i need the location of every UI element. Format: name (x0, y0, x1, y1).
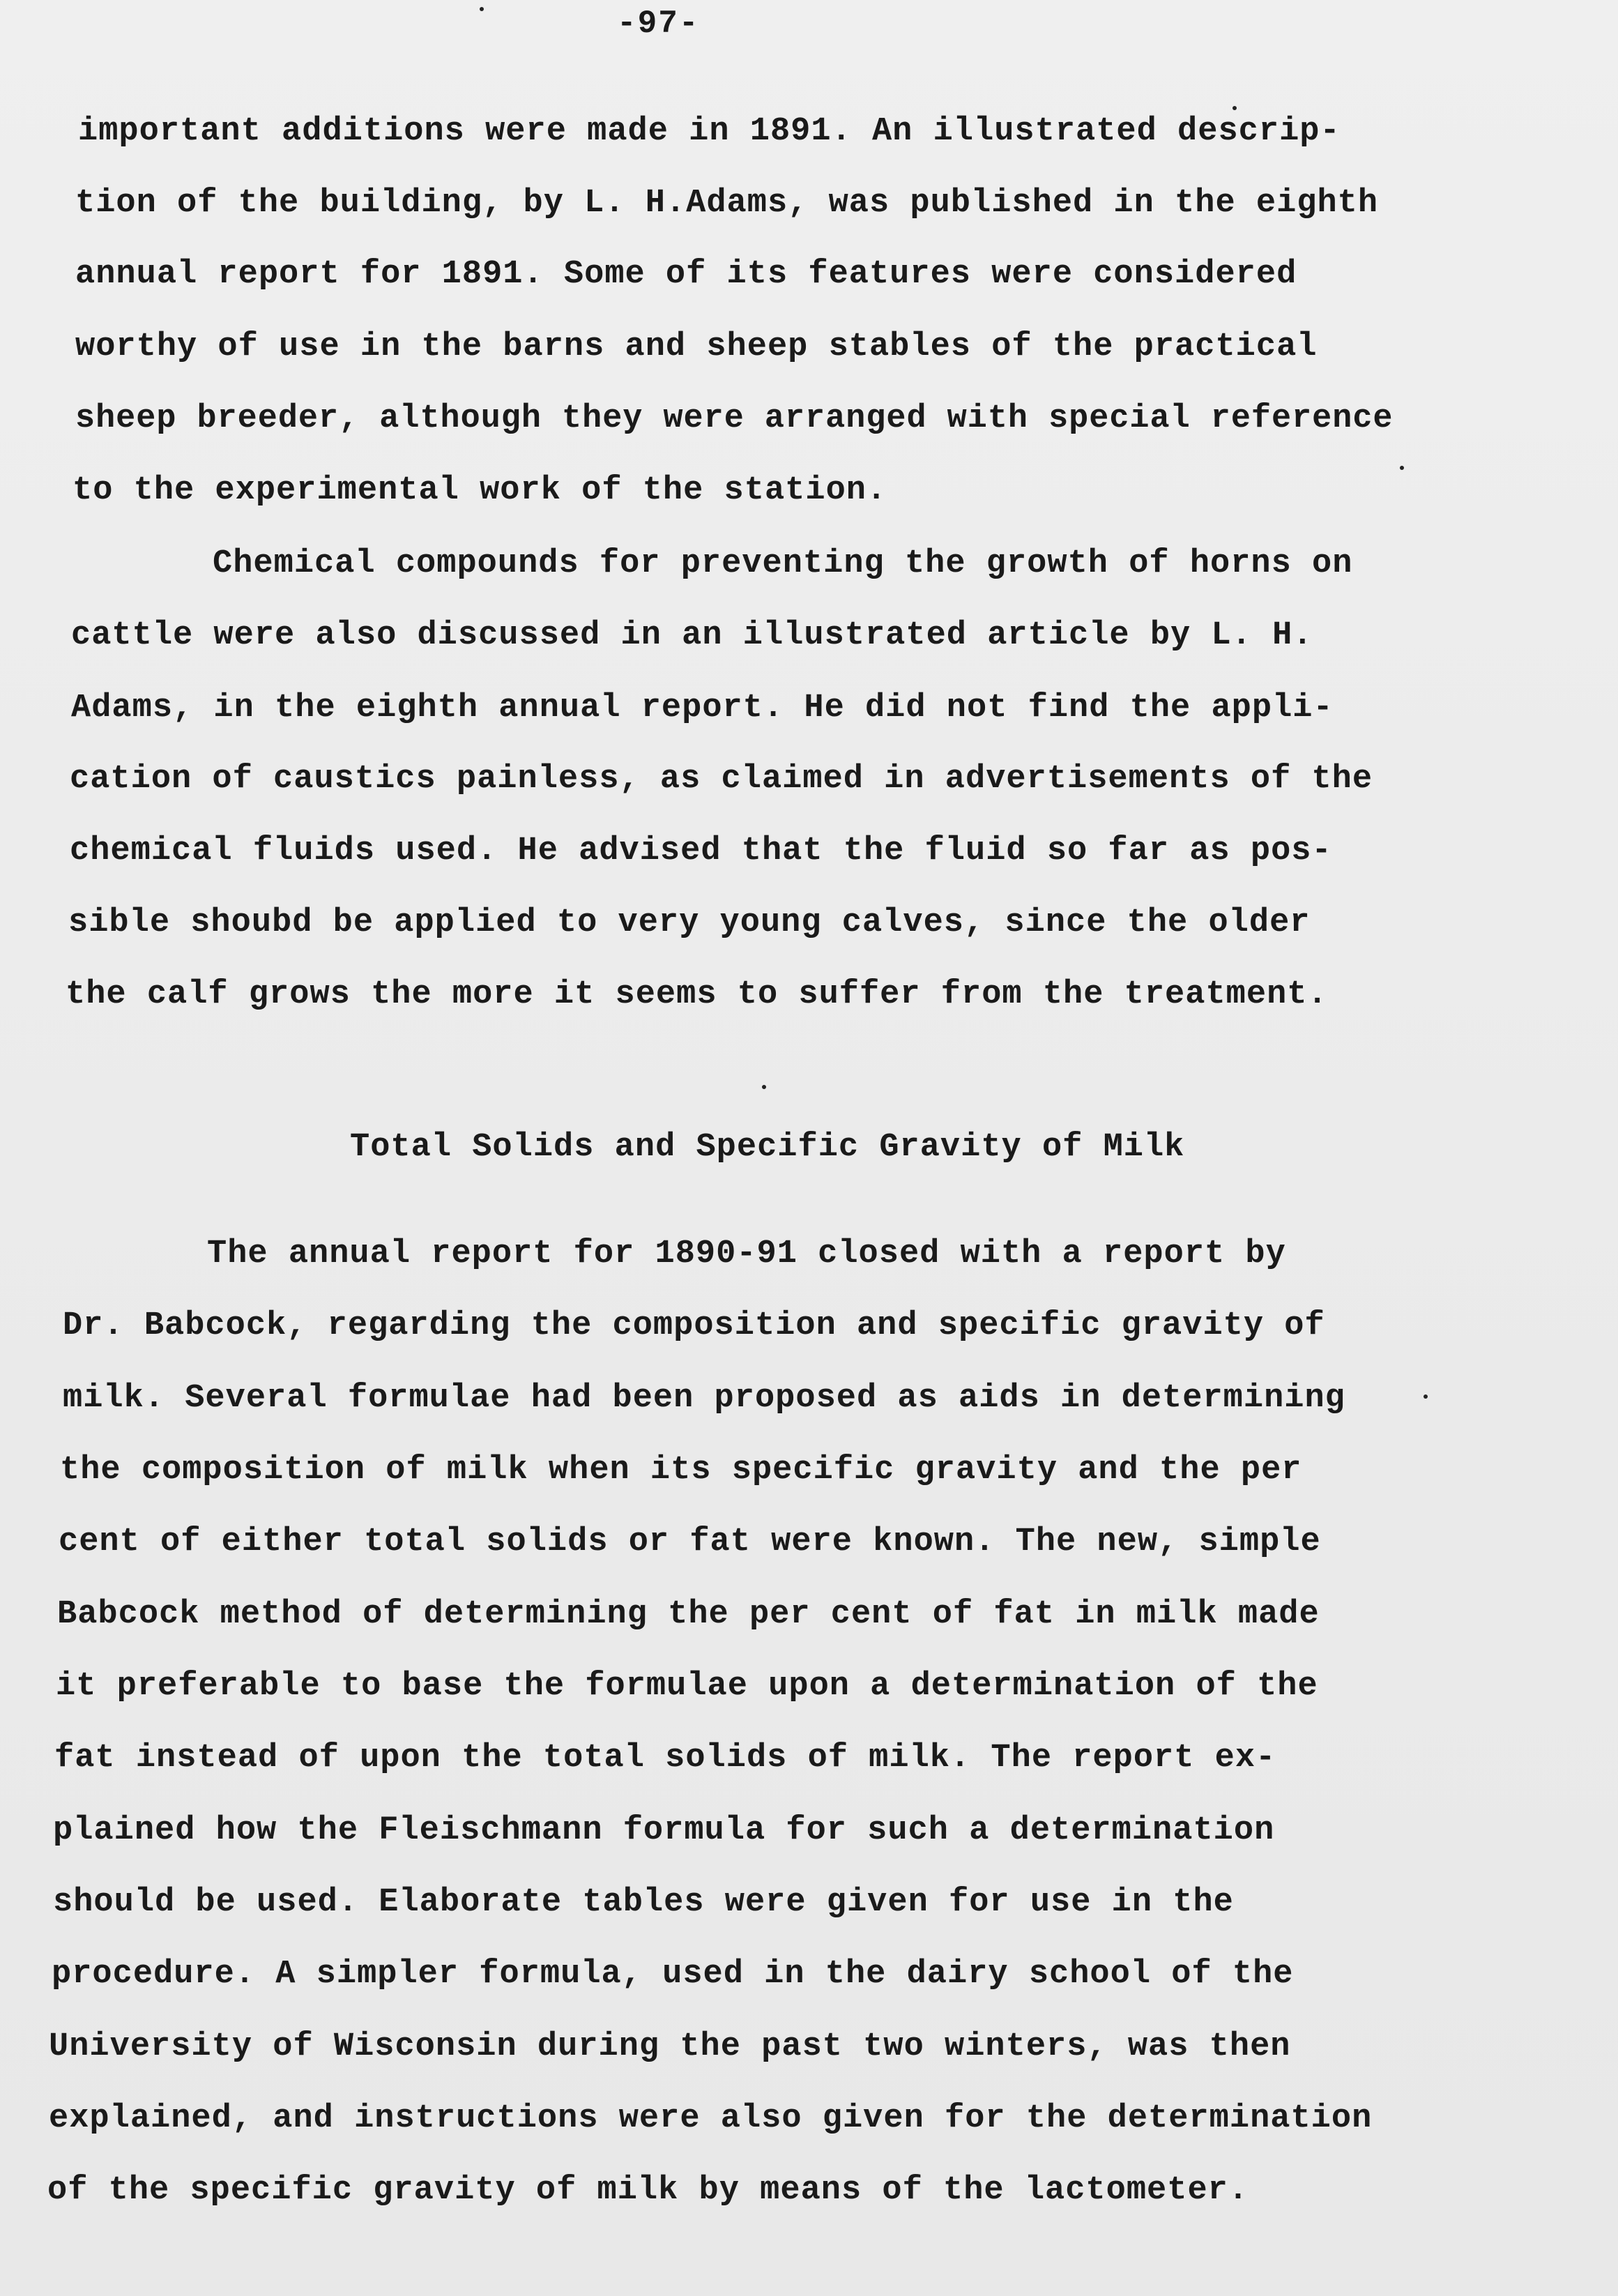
text-line: tion of the building, by L. H.Adams, was published in the eighth (75, 185, 1379, 222)
text-line: should be used. Elaborate tables were given for use in the (53, 1884, 1234, 1921)
scan-speck (1424, 1394, 1428, 1399)
text-line: procedure. A simpler formula, used in the dairy school of the (52, 1956, 1294, 1993)
text-line: chemical fluids used. He advised that the fluid so far as pos- (70, 833, 1332, 869)
text-line: of the specific gravity of milk by means of the lactometer. (47, 2172, 1249, 2209)
text-line: cattle were also discussed in an illustrated article by L. H. (71, 617, 1313, 654)
scan-speck (1400, 466, 1404, 470)
text-line: Dr. Babcock, regarding the composition and specific gravity of (63, 1307, 1325, 1344)
text-line: Adams, in the eighth annual report. He did not find the appli- (71, 690, 1334, 727)
scan-speck (762, 1085, 766, 1089)
text-line: worthy of use in the barns and sheep stables of the practical (75, 328, 1318, 365)
page-number: -97- (617, 6, 700, 42)
text-line: important additions were made in 1891. An illustrated descrip- (78, 113, 1341, 150)
scan-speck (480, 7, 484, 11)
text-line: to the experimental work of the station. (72, 472, 887, 509)
text-line: University of Wisconsin during the past two winters, was then (49, 2028, 1291, 2065)
text-line: The annual report for 1890-91 closed with a report by (207, 1236, 1286, 1272)
text-line: the composition of milk when its specific gravity and the per (60, 1452, 1302, 1489)
text-line: cent of either total solids or fat were known. The new, simple (59, 1523, 1321, 1560)
section-heading: Total Solids and Specific Gravity of Milk (350, 1129, 1185, 1166)
text-line: milk. Several formulae had been proposed as aids in determining (63, 1380, 1345, 1417)
text-line: the calf grows the more it seems to suffer from the treatment. (66, 976, 1328, 1013)
text-line: cation of caustics painless, as claimed in advertisements of the (70, 761, 1373, 798)
scan-speck (1232, 106, 1237, 110)
text-line: Chemical compounds for preventing the growth of horns on (213, 545, 1353, 582)
text-line: explained, and instructions were also given for the determination (49, 2100, 1373, 2137)
text-line: fat instead of upon the total solids of milk. The report ex- (54, 1740, 1276, 1777)
text-line: it preferable to base the formulae upon a determination of the (56, 1668, 1318, 1705)
text-line: sible shoubd be applied to very young calves, since the older (68, 904, 1311, 941)
text-line: annual report for 1891. Some of its features were considered (75, 256, 1297, 293)
text-line: Babcock method of determining the per cent of fat in milk made (57, 1596, 1320, 1633)
text-line: sheep breeder, although they were arranged with special reference (75, 400, 1394, 437)
text-line: plained how the Fleischmann formula for such a determination (53, 1812, 1275, 1849)
